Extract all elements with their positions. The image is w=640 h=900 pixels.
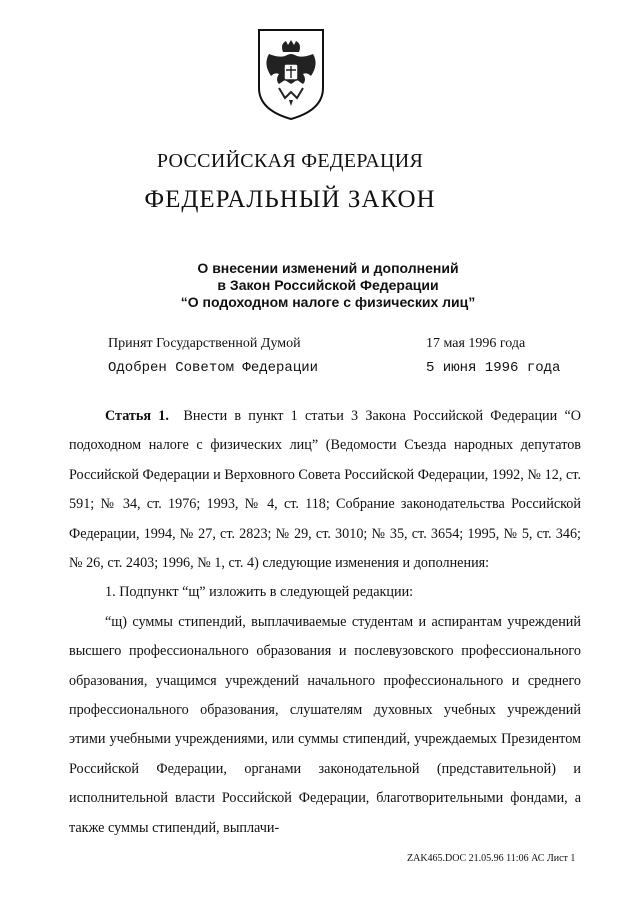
law-title-line-1: О внесении изменений и дополнений bbox=[197, 260, 459, 276]
duma-adoption-row bbox=[108, 336, 578, 360]
article-1-paragraph bbox=[69, 402, 581, 578]
quoted-amendment-paragraph: “щ) суммы стипендий, выплачиваемые студентам и аспирантам учреждений высшего профессионального образования и послевузовского профессионального образования, учащимся учреждений начального профессионального и среднего профессионального образования, слушателям духовных учебных учреждений этими учебными учреждениями, или суммы стипендий, учреждаемых Президентом Российской Федерации, органами законодательной (представительной) и исполнительной власти Российской Федерации, благотворительными фондами, а также суммы стипендий, выплачи- bbox=[69, 613, 581, 836]
coat-of-arms-emblem bbox=[253, 26, 329, 122]
law-type-heading: ФЕДЕРАЛЬНЫЙ ЗАКОН bbox=[144, 186, 436, 213]
country-heading: РОССИЙСКАЯ ФЕДЕРАЦИЯ bbox=[156, 150, 424, 172]
council-approval-row bbox=[108, 360, 578, 384]
council-date: 5 июня 1996 года bbox=[426, 360, 561, 376]
law-title bbox=[0, 260, 640, 311]
document-body bbox=[69, 402, 581, 843]
adoption-block bbox=[108, 336, 578, 384]
page-footer: ZAK465.DOC 21.05.96 11:06 АС Лист 1 bbox=[407, 853, 576, 864]
article-text: Внести в пункт 1 статьи 3 Закона Российской Федерации “О подоходном налоге с физических лиц” (Ведомости Съезда народных депутатов Российской Федерации и Верховного Совета Российской Федерации, 1992, № 12, ст. 591; № 34, ст. 1976; 1993, № 4, ст. 118; Собрание законодательства Российской Федерации, 1994, № 27, ст. 2823; № 29, ст. 3010; № 35, ст. 3654; 1995, № 5, ст. 346; № 26, ст. 2403; 1996, № 1, ст. 4) следующие изменения и дополнения: bbox=[69, 408, 581, 572]
council-label: Одобрен Советом Федерации bbox=[108, 360, 319, 376]
article-label: Статья 1. bbox=[105, 408, 169, 424]
law-title-line-2: в Закон Российской Федерации bbox=[217, 277, 439, 293]
duma-label: Принят Государственной Думой bbox=[108, 336, 301, 351]
duma-date: 17 мая 1996 года bbox=[426, 336, 526, 351]
item-1-paragraph: 1. Подпункт “щ” изложить в следующей редакции: bbox=[105, 584, 414, 601]
law-title-line-3: “О подоходном налоге с физических лиц” bbox=[180, 294, 476, 310]
